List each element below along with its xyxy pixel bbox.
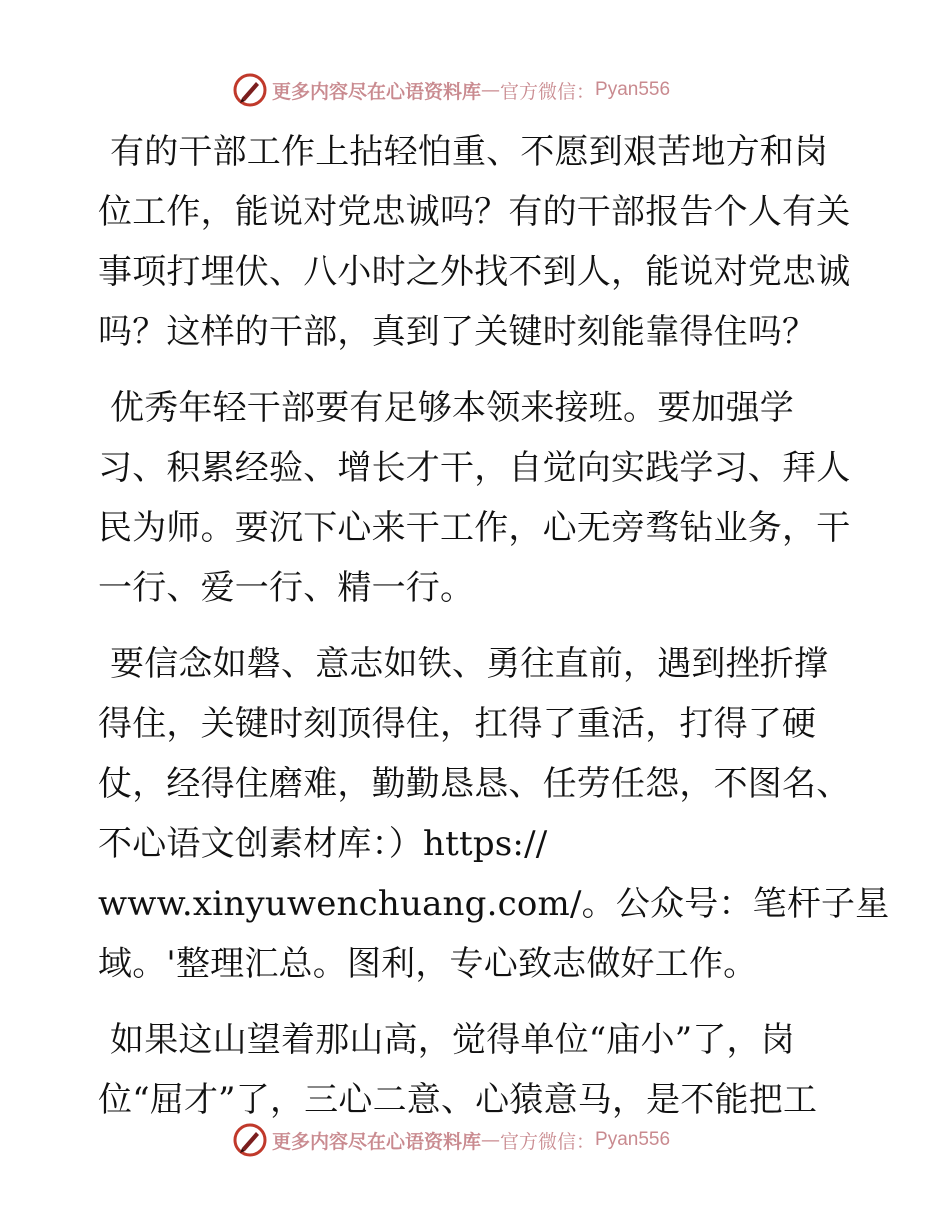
text-line: 不心语文创素材库：）https:// bbox=[98, 824, 548, 864]
banner-text: 更多内容尽在心语资料库 bbox=[272, 1130, 482, 1153]
banner-wechat-label: 官方微信： bbox=[500, 1130, 596, 1153]
footer-banner bbox=[232, 1120, 712, 1160]
banner-wechat-id: Pyan556 bbox=[595, 79, 671, 100]
banner-wechat-id: Pyan556 bbox=[595, 1129, 671, 1150]
text-line: 如果这山望着那山高，觉得单位“庙小”了，岗 bbox=[110, 1020, 795, 1060]
text-line: 位工作，能说对党忠诚吗？有的干部报告个人有关 bbox=[98, 192, 851, 232]
header-banner bbox=[232, 70, 712, 110]
text-line: 优秀年轻干部要有足够本领来接班。要加强学 bbox=[110, 388, 794, 428]
banner-text: 更多内容尽在心语资料库 bbox=[272, 80, 482, 103]
text-line: 位“屈才”了，三心二意、心猿意马，是不能把工 bbox=[98, 1080, 818, 1120]
paragraph-2 bbox=[98, 378, 858, 618]
text-line: 一行、爱一行、精一行。 bbox=[98, 568, 475, 608]
text-line: 得住，关键时刻顶得住，扛得了重活，打得了硬 bbox=[98, 704, 817, 744]
banner-wechat-label: 官方微信： bbox=[500, 80, 596, 103]
text-line: 要信念如磐、意志如铁、勇往直前，遇到挫折撑 bbox=[110, 644, 829, 684]
paragraph-1 bbox=[98, 122, 858, 362]
text-line: 事项打埋伏、八小时之外找不到人，能说对党忠诚 bbox=[98, 252, 851, 292]
text-line: www.xinyuwenchuang.com/。公众号：笔杆子星 bbox=[98, 884, 890, 924]
text-line: 域。'整理汇总。图利，专心致志做好工作。 bbox=[98, 944, 758, 984]
document-body bbox=[98, 122, 890, 1146]
banner-separator: — bbox=[481, 1129, 501, 1151]
text-line: 民为师。要沉下心来干工作，心无旁骛钻业务，干 bbox=[98, 508, 851, 548]
text-line: 吗？这样的干部，真到了关键时刻能靠得住吗？ bbox=[98, 312, 817, 352]
pen-logo-icon bbox=[232, 72, 268, 108]
paragraph-4 bbox=[98, 1010, 858, 1130]
text-line: 习、积累经验、增长才干，自觉向实践学习、拜人 bbox=[98, 448, 851, 488]
pen-logo-icon bbox=[232, 1122, 268, 1158]
text-line: 有的干部工作上拈轻怕重、不愿到艰苦地方和岗 bbox=[110, 132, 829, 172]
banner-separator: — bbox=[481, 79, 501, 101]
text-line: 仗，经得住磨难，勤勤恳恳、任劳任怨，不图名、 bbox=[98, 764, 851, 804]
paragraph-3 bbox=[98, 634, 890, 994]
